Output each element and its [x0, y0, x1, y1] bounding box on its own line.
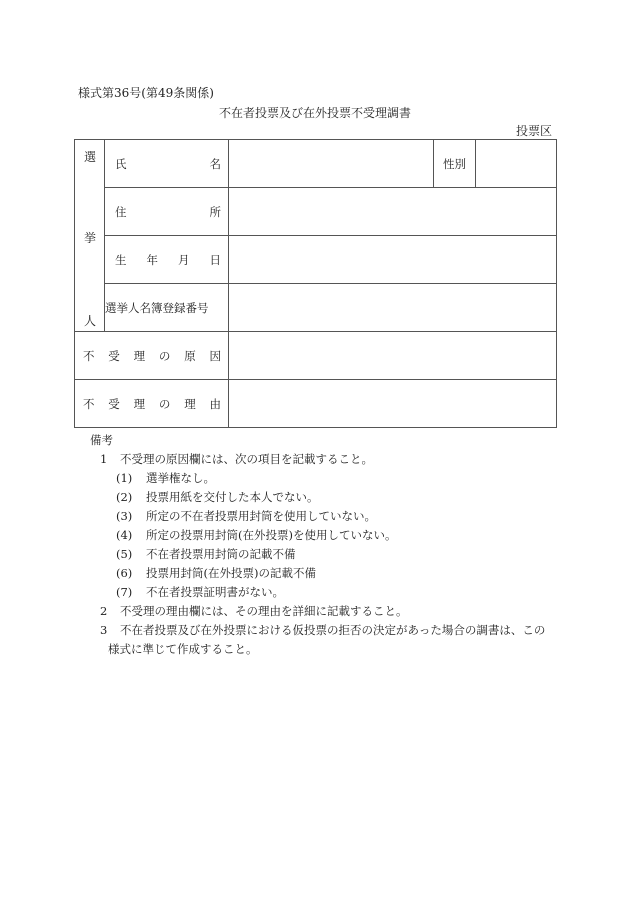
name-label: [105, 140, 229, 188]
registry-number-label: 選挙人名簿登録番号: [105, 284, 229, 332]
sub-item-number: (1): [116, 471, 133, 485]
rejection-cause-label: [75, 332, 229, 380]
note-text: 不在者投票及び在外投票における仮投票の拒否の決定があった場合の調書は、この: [120, 623, 546, 637]
address-row: [75, 188, 557, 236]
label-char: 理: [133, 396, 146, 411]
note-sub-item: [78, 526, 558, 545]
address-field[interactable]: [229, 188, 557, 236]
cause-row: [75, 332, 557, 380]
sub-item-number: (2): [116, 490, 133, 504]
sub-item-text: 投票用封筒(在外投票)の記載不備: [146, 566, 316, 580]
document-title: 不在者投票及び在外投票不受理調書: [218, 106, 411, 120]
note-sub-item: [78, 564, 558, 583]
label-char: の: [158, 396, 171, 411]
form-number-header: 様式第36号(第49条関係): [78, 86, 214, 100]
sub-item-text: 不在者投票用封筒の記載不備: [146, 547, 296, 561]
label-char: 年: [146, 252, 158, 267]
rejection-reason-field[interactable]: [229, 380, 557, 428]
note-number: 3: [100, 623, 108, 637]
sub-item-text: 選挙権なし。: [146, 471, 215, 485]
label-char: 月: [178, 252, 190, 267]
label-char: 理: [184, 396, 196, 411]
registry-row: [75, 284, 557, 332]
record-form-table: [74, 139, 557, 428]
birthdate-label: [105, 236, 229, 284]
notes-heading: 備考: [90, 433, 113, 447]
gender-field[interactable]: [476, 140, 557, 188]
registry-number-field[interactable]: [229, 284, 557, 332]
label-char: 不: [83, 348, 95, 363]
note-item-continuation: 様式に準じて作成すること。: [108, 642, 258, 656]
label-char: 氏: [115, 156, 127, 171]
name-row: [75, 140, 557, 188]
note-text: 不受理の理由欄には、その理由を詳細に記載すること。: [120, 604, 408, 618]
rejection-cause-field[interactable]: [229, 332, 557, 380]
notes-section: [78, 431, 558, 659]
note-sub-item: [78, 545, 558, 564]
district-label: 投票区: [515, 124, 552, 138]
name-field[interactable]: [229, 140, 434, 188]
sub-item-number: (4): [116, 528, 133, 542]
rejection-reason-label: [75, 380, 229, 428]
note-item: [78, 602, 558, 621]
sub-item-text: 所定の不在者投票用封筒を使用していない。: [146, 509, 376, 523]
note-sub-item: [78, 469, 558, 488]
label-char: 受: [108, 396, 120, 411]
sub-item-number: (5): [116, 547, 133, 561]
label-char: の: [158, 348, 171, 363]
note-number: 2: [100, 604, 108, 618]
birthdate-field[interactable]: [229, 236, 557, 284]
label-char: 原: [184, 348, 196, 363]
sub-item-number: (6): [116, 566, 133, 580]
label-char: 不: [83, 396, 95, 411]
label-char: 所: [209, 204, 221, 219]
note-number: 1: [100, 452, 108, 466]
section-char: 選: [83, 150, 96, 164]
birthdate-row: [75, 236, 557, 284]
section-char: 挙: [83, 231, 96, 245]
label-char: 名: [209, 156, 221, 171]
sub-item-number: (7): [116, 585, 133, 599]
label-char: 理: [133, 348, 146, 363]
address-label: [105, 188, 229, 236]
gender-label: 性別: [434, 140, 476, 188]
note-item: [78, 621, 558, 640]
section-char: 人: [83, 314, 96, 328]
sub-item-text: 所定の投票用封筒(在外投票)を使用していない。: [146, 528, 397, 542]
note-text: 不受理の原因欄には、次の項目を記載すること。: [120, 452, 373, 466]
label-char: 因: [209, 348, 221, 363]
label-char: 生: [115, 252, 127, 267]
voter-section-label: [75, 140, 105, 332]
label-char: 由: [209, 396, 221, 411]
note-sub-item: [78, 507, 558, 526]
reason-row: [75, 380, 557, 428]
note-sub-item: [78, 583, 558, 602]
note-item: [78, 450, 558, 469]
label-char: 日: [209, 252, 221, 267]
sub-item-number: (3): [116, 509, 133, 523]
note-sub-item: [78, 488, 558, 507]
label-char: 住: [115, 204, 127, 219]
label-char: 受: [108, 348, 120, 363]
sub-item-text: 投票用紙を交付した本人でない。: [146, 490, 319, 504]
sub-item-text: 不在者投票証明書がない。: [146, 585, 284, 599]
